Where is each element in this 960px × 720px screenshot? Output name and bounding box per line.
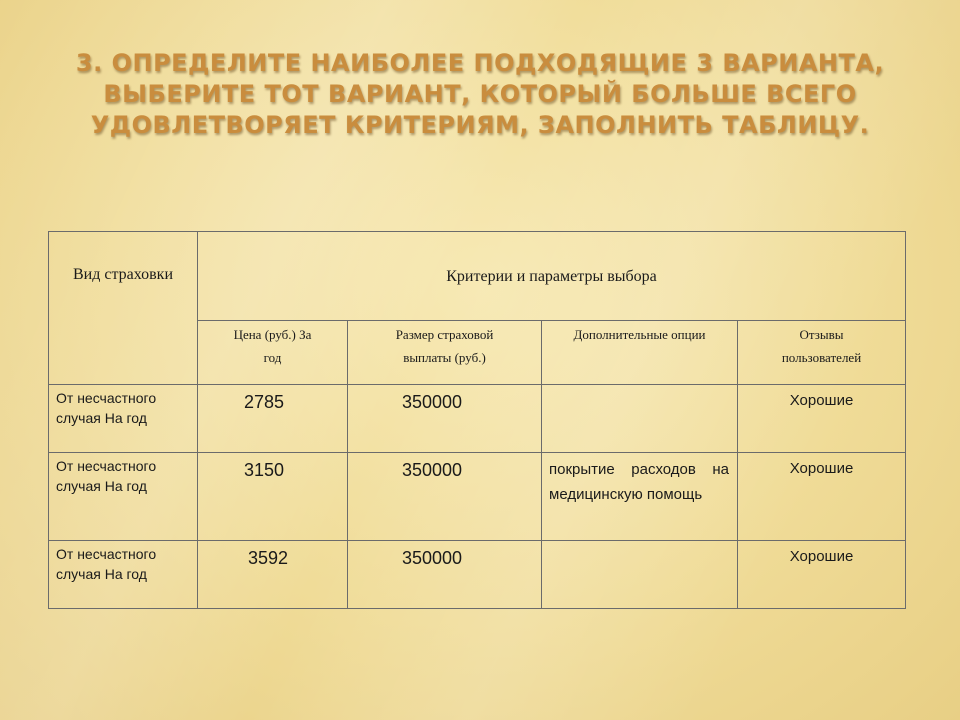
row-price-value: 3592 <box>248 548 289 568</box>
price-column-header <box>198 321 348 385</box>
row-reviews-cell <box>738 541 906 609</box>
row-payout-value: 350000 <box>402 392 463 412</box>
row-options-cell <box>542 453 738 541</box>
row-type-cell <box>49 541 198 609</box>
row-reviews-value: Хорошие <box>789 548 854 565</box>
criteria-header-cell <box>198 232 906 321</box>
row-type-cell <box>49 453 198 541</box>
row-reviews-value: Хорошие <box>789 460 854 477</box>
type-header-label: Вид страховки <box>72 266 174 283</box>
row-options-value: покрытие расходов на медицинскую помощь <box>549 461 729 503</box>
options-column-label: Дополнительные опции <box>573 327 706 342</box>
price-column-label: Цена (руб.) За год <box>233 327 312 365</box>
table-row <box>49 385 906 453</box>
row-payout-cell <box>348 385 542 453</box>
row-options-cell <box>542 541 738 609</box>
row-type-label: От несчастного случая На год <box>56 546 157 582</box>
insurance-comparison-table <box>48 231 906 609</box>
row-payout-cell <box>348 453 542 541</box>
row-price-cell <box>198 541 348 609</box>
header-row-main <box>49 232 906 321</box>
row-reviews-value: Хорошие <box>789 392 854 409</box>
criteria-header-label: Критерии и параметры выбора <box>446 268 657 285</box>
slide-title: 3. ОПРЕДЕЛИТЕ НАИБОЛЕЕ ПОДХОДЯЩИЕ 3 ВАРИАНТА, ВЫБЕРИТЕ ТОТ ВАРИАНТ, КОТОРЫЙ БОЛЬШЕ ВСЕГО УДОВЛЕТВОРЯЕТ КРИТЕРИЯМ, ЗАПОЛНИТЬ ТАБЛИЦУ. <box>75 49 885 139</box>
table-row <box>49 541 906 609</box>
payout-column-header <box>348 321 542 385</box>
row-type-label: От несчастного случая На год <box>56 390 157 426</box>
row-price-value: 2785 <box>244 392 285 412</box>
row-payout-value: 350000 <box>402 548 463 568</box>
table-row <box>49 453 906 541</box>
type-header-cell <box>49 232 198 385</box>
reviews-column-label: Отзывы пользователей <box>781 327 862 365</box>
row-price-value: 3150 <box>244 460 285 480</box>
row-payout-cell <box>348 541 542 609</box>
row-price-cell <box>198 453 348 541</box>
row-price-cell <box>198 385 348 453</box>
row-payout-value: 350000 <box>402 460 463 480</box>
row-options-cell <box>542 385 738 453</box>
options-column-header <box>542 321 738 385</box>
row-reviews-cell <box>738 385 906 453</box>
payout-column-label: Размер страховой выплаты (руб.) <box>395 327 494 365</box>
row-type-label: От несчастного случая На год <box>56 458 157 494</box>
reviews-column-header <box>738 321 906 385</box>
row-reviews-cell <box>738 453 906 541</box>
row-type-cell <box>49 385 198 453</box>
